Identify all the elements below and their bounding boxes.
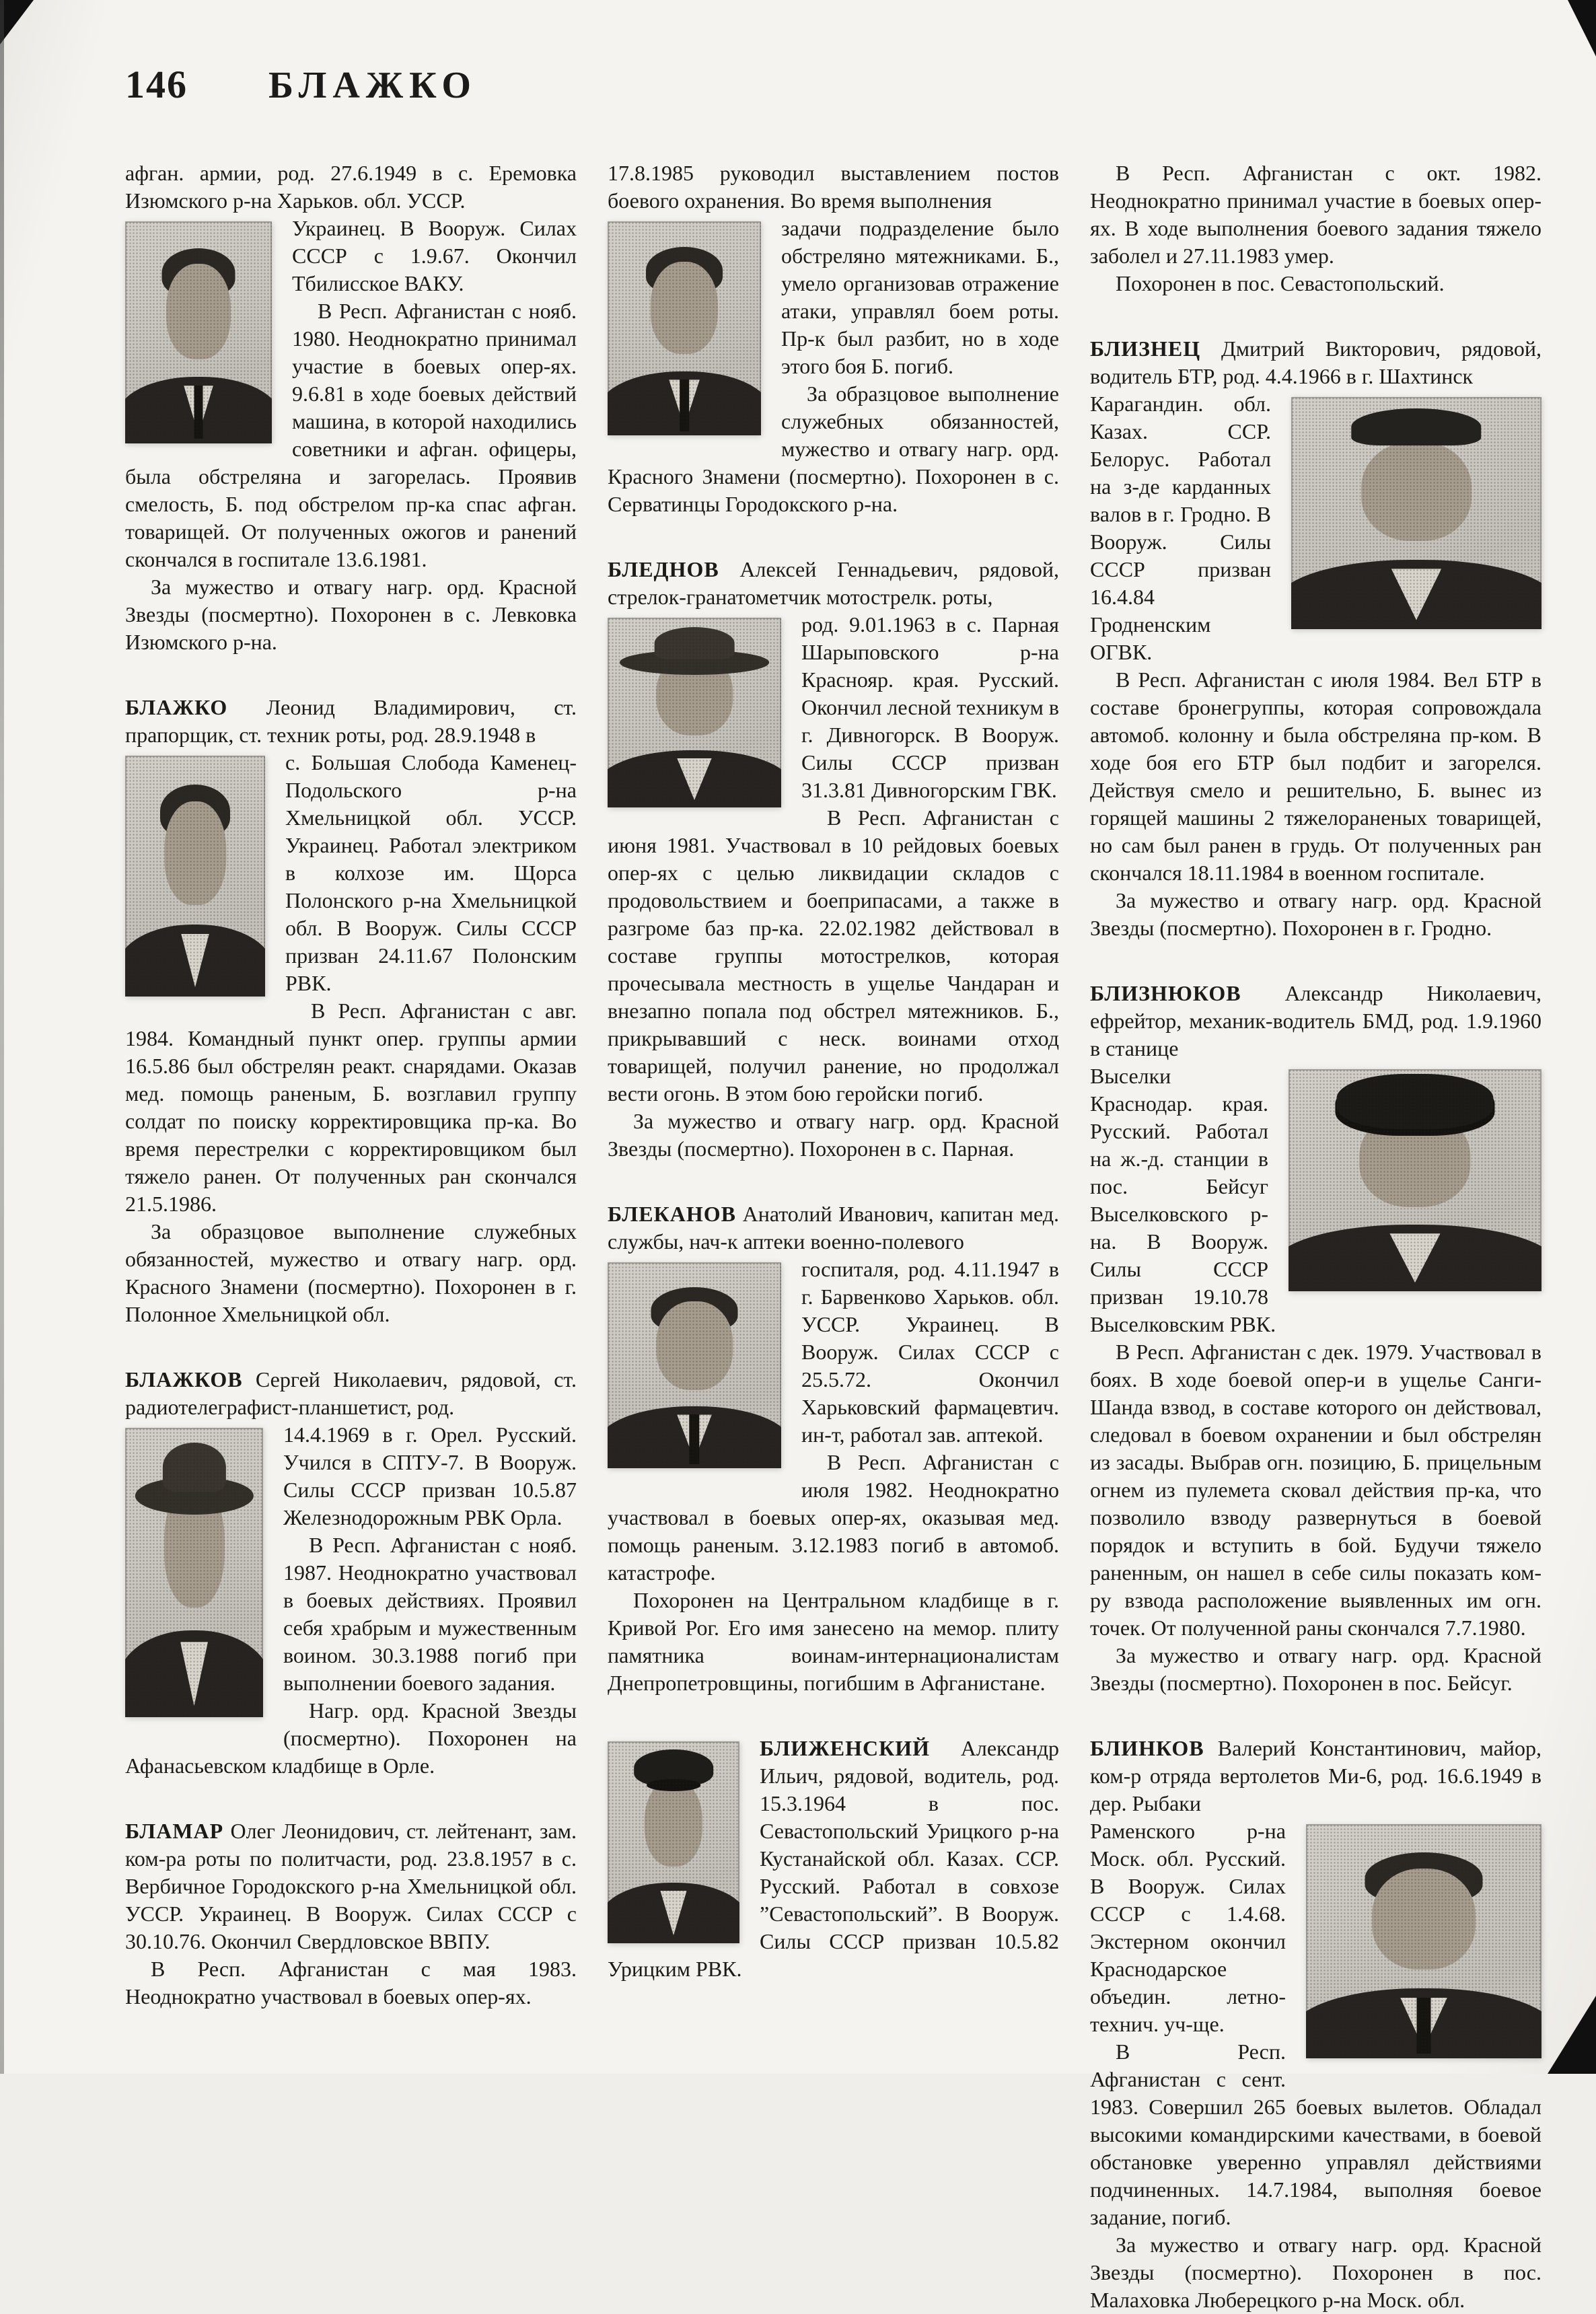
portrait-photo-blizhenskiy: [608, 1741, 739, 1943]
entry-text: госпиталя, род. 4.11.1947 в г. Барвенково Харьков. обл. УССР. Украинец. В Вооруж. Силах СССР с 25.5.72. Окончил Харьковский фармацевтич. ин-т, работал зав. аптекой.: [801, 1257, 1059, 1447]
portrait-photo-bliznyukov: [1289, 1069, 1541, 1291]
entry-intro: 17.8.1985 руководил выставлением постов боевого охранения. Во время выполнения: [608, 161, 1059, 213]
entry-blazhko: [125, 694, 577, 1328]
scan-edge-shadow: [0, 0, 4, 2074]
entry-continuation-eremovka: [125, 159, 577, 656]
entry-continuation-blamar: [608, 159, 1059, 518]
entry-text: Украинец. В Вооруж. Силах СССР с 1.9.67. Окончил Тбилисское ВАКУ.: [292, 216, 577, 295]
entry-intro: Александр Николаевич, ефрейтор, механик-водитель БМД, род. 1.9.1960 в станице: [1090, 981, 1541, 1060]
entry-text: 14.4.1969 в г. Орел. Русский. Учился в СПТУ-7. В Вооруж. Силы СССР призван 10.5.87 Железнодорожным РВК Орла.: [283, 1422, 577, 1529]
entry-intro: Олег Леонидович, ст. лейтенант, зам. ком-ра роты по политчасти, род. 23.8.1957 в с. Вербичное Городокского р-на Хмельницкой обл. УССР. Украинец. В Вооруж. Силах СССР с 30.10.76. Окончил Свердловское ВВПУ.: [125, 1819, 577, 1953]
entry-text: В Респ. Афганистан с июня 1981. Участвовал в 10 рейдовых боевых опер-ях с целью ликвидации складов с продовольствием и боеприпасами, а также в разгроме баз пр-ка. 22.02.1982 действовал в составе группы мотострелков, которая прочесывала местность в ущелье Чандаран и внезапно попала под обстрел мятежников. Б., прикрывавший с неск. воинами отход товарищей, получил ранение, но продолжал вести огонь. В этом бою геройски погиб.: [608, 805, 1059, 1106]
portrait-photo-blekanov: [608, 1262, 781, 1468]
entry-surname: БЛИЗНЕЦ: [1090, 336, 1201, 361]
entry-text: В Респ. Афганистан с мая 1983. Неоднократно участвовал в боевых опер-ях.: [125, 1957, 577, 2009]
entry-text: В Респ. Афганистан с сент. 1983. Совершил 265 боевых вылетов. Обладал высокими командирскими качествами, в боевой обстановке уверенно управлял действиями подчиненных. 14.7.1984, выполняя боевое задание, погиб.: [1090, 2039, 1541, 2229]
entry-text: [1090, 980, 1541, 1062]
page-header: [0, 0, 1596, 107]
entry-bliznyukov: [1090, 980, 1541, 1697]
portrait-photo-officer-mustache: [608, 221, 761, 435]
entry-text: Выселки Краснодар. края. Русский. Работал на ж.-д. станции в пос. Бейсуг Выселковского р-на. В Вооруж. Силы СССР призван 19.10.78 Выселковским РВК.: [1090, 1064, 1276, 1336]
column-3: [1090, 159, 1541, 2314]
entry-surname: БЛАЖКОВ: [125, 1367, 243, 1391]
entry-text: Карагандин. обл. Казах. ССР. Белорус. Работал на з-де карданных валов в г. Гродно. В Вооруж. Силы СССР призван 16.4.84 Гродненским ОГВК.: [1090, 392, 1271, 664]
entry-text: Нагр. орд. Красной Звезды (посмертно). Похоронен на Афанасьевском кладбище в Орле.: [125, 1698, 577, 1778]
entry-surname: БЛАМАР: [125, 1819, 224, 1843]
portrait-photo-blazhkov: [125, 1428, 263, 1717]
entry-intro: афган. армии, род. 27.6.1949 в с. Еремовка Изюмского р-на Харьков. обл. УССР.: [125, 161, 577, 213]
entry-text: [125, 1366, 577, 1421]
entry-intro: Валерий Константинович, майор, ком-р отряда вертолетов Ми-6, род. 16.6.1949 в дер. Рыбаки: [1090, 1736, 1541, 1815]
entry-blazhkov: [125, 1366, 577, 1780]
column-2: [608, 159, 1059, 1983]
entry-text: [608, 1200, 1059, 1256]
entry-text: В Респ. Афганистан с дек. 1979. Участвовал в боях. В ходе боевой опер-и в ущелье Санги-Шанда взвод, в составе которого он действовал, следовал в боевом охранении и был обстрелян из засады. Выбрав огн. позицию, Б. прицельным огнем из пулемета сковал действия пр-ка, что позволило взводу развернуться в боевой порядок и вступить в бой. Будучи тяжело раненным, он нашел в себе силы показать ком-ру взвода расположение выявленных им огн. точек. От полученной раны скончался 7.7.1980.: [1090, 1340, 1541, 1640]
entry-intro: Леонид Владимирович, ст. прапорщик, ст. техник роты, род. 28.9.1948 в: [125, 695, 577, 747]
entry-text: В Респ. Афганистан с нояб. 1980. Неоднократно принимал участие в боевых опер-ях. 9.6.81 в ходе боевых действий машина, в которой находились советники и афган. офицеры, была обстреляна и загорелась. Проявив смелость, Б. под обстрелом пр-ка спас афган. товарищей. От полученных ожогов и ранений скончался в госпитале 13.6.1981.: [125, 299, 577, 571]
entry-continuation-blizhenskiy: [1090, 159, 1541, 297]
entry-text: За мужество и отвагу нагр. орд. Красной Звезды (посмертно). Похоронен в пос. Бейсуг.: [1090, 1643, 1541, 1695]
entry-surname: БЛАЖКО: [125, 695, 228, 719]
entry-text: Раменского р-на Моск. обл. Русский. В Вооруж. Силах СССР с 1.4.68. Экстерном окончил Краснодарское объедин. летно-технич. уч-ще.: [1090, 1819, 1286, 2036]
entry-surname: БЛИЖЕНСКИЙ: [760, 1736, 931, 1760]
entry-text: В Респ. Афганистан с нояб. 1987. Неоднократно участвовал в боевых действиях. Проявил себя храбрым и мужественным воином. 30.3.1988 погиб при выполнении боевого задания.: [283, 1533, 577, 1695]
entry-surname: БЛИНКОВ: [1090, 1736, 1204, 1760]
entry-text: Похоронен в пос. Севастопольский.: [1116, 271, 1445, 295]
entry-blinkov: [1090, 1735, 1541, 2314]
entry-bliznets: [1090, 335, 1541, 942]
entry-text: задачи подразделение было обстреляно мятежниками. Б., умело организовав отражение атаки, управлял боем роты. Пр-к был разбит, но в ходе этого боя Б. погиб.: [781, 216, 1059, 378]
entry-blizhenskiy: [608, 1735, 1059, 1983]
entry-text: В Респ. Афганистан с окт. 1982. Неоднократно принимал участие в боевых опер-ях. В ходе выполнения боевого задания тяжело заболел и 27.11.1983 умер.: [1090, 161, 1541, 268]
entry-text: [608, 159, 1059, 215]
entry-text: [125, 694, 577, 749]
entry-text: За мужество и отвагу нагр. орд. Красной Звезды (посмертно). Похоронен в г. Гродно.: [1090, 888, 1541, 940]
entry-intro: Анатолий Иванович, капитан мед. службы, нач-к аптеки военно-полевого: [608, 1202, 1059, 1254]
entry-text: [1090, 1735, 1541, 1817]
portrait-photo-blinkov: [1306, 1824, 1541, 2058]
entry-surname: БЛЕДНОВ: [608, 557, 719, 581]
entry-surname: БЛИЗНЮКОВ: [1090, 981, 1241, 1005]
entry-text: За образцовое выполнение служебных обязанностей, мужество и отвагу нагр. орд. Красного Знамени (посмертно). Похоронен в г. Полонное Хмельницкой обл.: [125, 1219, 577, 1326]
entry-blamar: [125, 1817, 577, 2011]
portrait-photo-officer: [125, 221, 272, 443]
entry-text: За мужество и отвагу нагр. орд. Красной Звезды (посмертно). Похоронен в с. Парная.: [608, 1109, 1059, 1161]
entry-text: [125, 159, 577, 215]
entry-text: В Респ. Афганистан с июля 1982. Неоднократно участвовал в боевых опер-ях, оказывая мед. помощь раненым. 3.12.1983 погиб в автомоб. катастрофе.: [608, 1450, 1059, 1585]
entry-intro: Алексей Геннадьевич, рядовой, стрелок-гранатометчик мотострелк. роты,: [608, 557, 1059, 609]
entry-text: [608, 556, 1059, 611]
entry-text: [1090, 335, 1541, 390]
portrait-photo-blazhko: [125, 756, 265, 997]
entry-surname: БЛЕКАНОВ: [608, 1202, 736, 1226]
column-1: [125, 159, 577, 2011]
portrait-photo-blednov: [608, 618, 781, 807]
entry-text: Похоронен на Центральном кладбище в г. Кривой Рог. Его имя занесено на мемор. плиту памятника воинам-интернационалистам Днепропетровщины, погибшим в Афганистане.: [608, 1588, 1059, 1695]
entry-text: За мужество и отвагу нагр. орд. Красной Звезды (посмертно). Похоронен в пос. Малаховка Люберецкого р-на Моск. обл.: [1090, 2233, 1541, 2312]
entry-blekanov: [608, 1200, 1059, 1697]
entry-text: За образцовое выполнение служебных обязанностей, мужество и отвагу нагр. орд. Красного Знамени (посмертно). Похоронен в с. Серватинцы Городокского р-на.: [608, 382, 1059, 516]
text-columns: [0, 107, 1596, 2314]
entry-intro: Александр Ильич, рядовой, водитель, род. 15.3.1964 в пос. Севастопольский Урицкого р-на Кустанайской обл. Казах. ССР. Русский. Работал в совхозе ”Севастопольский”. В Вооруж. Силы СССР призван 10.5.82 Урицким РВК.: [608, 1736, 1059, 1981]
entry-text: В Респ. Афганистан с авг. 1984. Командный пункт опер. группы армии 16.5.86 был обстрелян реакт. снарядами. Оказав мед. помощь раненым, Б. возглавил группу солдат по поиску корректировщика пр-ка. Во время перестрелки с корректировщиком был тяжело ранен. От полученных ран скончался 21.5.1986.: [125, 999, 577, 1216]
entry-text: род. 9.01.1963 в с. Парная Шарыповского р-на Краснояр. края. Русский. Окончил лесной техникум в г. Дивногорск. В Вооруж. Силы СССР призван 31.3.81 Дивногорским ГВК.: [801, 612, 1059, 802]
entry-blednov: [608, 556, 1059, 1163]
entry-intro: Сергей Николаевич, рядовой, ст. радиотелеграфист-планшетист, род.: [125, 1367, 577, 1419]
entry-intro: Дмитрий Викторович, рядовой, водитель БТР, род. 4.4.1966 в г. Шахтинск: [1090, 336, 1541, 388]
entry-text: За мужество и отвагу нагр. орд. Красной Звезды (посмертно). Похоронен в с. Левковка Изюмского р-на.: [125, 575, 577, 654]
running-head: БЛАЖКО: [268, 65, 477, 106]
entry-text: В Респ. Афганистан с июля 1984. Вел БТР в составе бронегруппы, которая сопровождала автомоб. колонну и была обстреляна пр-ком. В ходе боя его БТР был подбит и загорелся. Действуя смело и решительно, Б. вынес из горящей машины 2 тяжелораненых товарищей, но сам был ранен в грудь. От полученных ран скончался 18.11.1984 в военном госпитале.: [1090, 667, 1541, 885]
page-number: 146: [125, 63, 188, 106]
entry-text: с. Большая Слобода Каменец-Подольского р-на Хмельницкой обл. УССР. Украинец. Работал электриком в колхозе им. Щорса Полонского р-на Хмельницкой обл. В Вооруж. Силы СССР призван 24.11.67 Полонским РВК.: [285, 750, 577, 995]
portrait-photo-bliznets: [1291, 397, 1541, 629]
entry-text: [125, 1817, 577, 1955]
